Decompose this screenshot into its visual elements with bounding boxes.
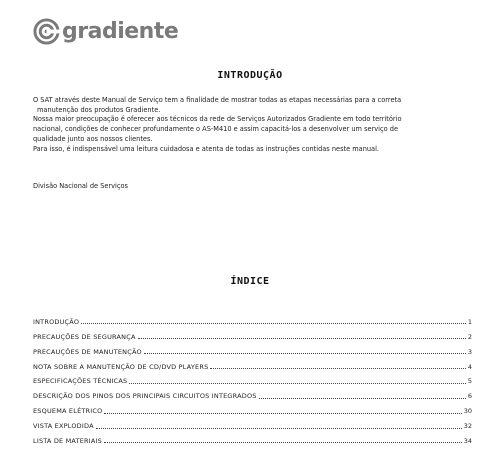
toc-entry-page: 1	[467, 317, 472, 326]
toc-entry-label: LISTA DE MATERIAIS	[33, 437, 102, 446]
toc-leader-dots	[210, 367, 465, 369]
intro-title: INTRODUÇÃO	[217, 70, 283, 81]
gradiente-logo	[33, 18, 178, 45]
toc-entry[interactable]	[33, 326, 472, 341]
intro-line: Para isso, é indispensável uma leitura cuidadosa e atenta de todas as instruções contidas neste manual.	[33, 144, 380, 153]
toc-entry-page: 32	[463, 422, 472, 431]
intro-line: nacional, condições de conhecer profundamente o AS-M410 e assim capacitá-los a desenvolver um serviço de	[33, 125, 399, 134]
toc-leader-dots	[144, 352, 466, 354]
toc-entry-label: PRECAUÇÕES DE MANUTENÇÃO	[33, 347, 142, 356]
toc-entry-page: 3	[467, 347, 472, 356]
toc-entry[interactable]	[33, 385, 472, 400]
intro-line: qualidade junto aos nossos clientes.	[33, 134, 153, 143]
intro-line: O SAT através deste Manual de Serviço tem a finalidade de mostrar todas as etapas necessárias para a correta	[33, 96, 402, 104]
toc-entry-page: 34	[463, 437, 472, 446]
toc-entry[interactable]	[33, 415, 472, 430]
intro-signature: Divisão Nacional de Serviços	[33, 182, 128, 190]
logo-wordmark: gradiente	[62, 19, 179, 44]
toc-entry[interactable]	[33, 341, 472, 356]
toc-entry-page: 5	[467, 377, 472, 386]
toc-leader-dots	[138, 337, 466, 339]
toc-leader-dots	[96, 427, 462, 429]
toc-entry-label: VISTA EXPLODIDA	[33, 422, 94, 431]
toc-entry[interactable]	[33, 356, 472, 371]
table-of-contents	[33, 311, 472, 445]
intro-line: manutenção dos produtos Gradiente.	[37, 105, 161, 114]
toc-leader-dots	[81, 322, 466, 324]
toc-entry[interactable]	[33, 400, 472, 415]
toc-leader-dots	[104, 412, 461, 414]
toc-entry-page: 6	[467, 392, 472, 401]
toc-entry-page: 2	[467, 332, 472, 341]
toc-entry[interactable]	[33, 430, 472, 445]
intro-line: Nossa maior preocupação é oferecer aos técnicos da rede de Serviços Autorizados Gradiente em todo território	[33, 115, 402, 124]
toc-entry[interactable]	[33, 371, 472, 386]
gradiente-logo-mark-icon	[33, 18, 60, 45]
toc-entry-label: PRECAUÇÕES DE SEGURANÇA	[33, 332, 136, 341]
toc-entry-label: ESQUEMA ELÉTRICO	[33, 407, 103, 416]
toc-entry-label: NOTA SOBRE A MANUTENÇÃO DE CD/DVD PLAYERS	[33, 362, 209, 371]
toc-entry-label: INTRODUÇÃO	[33, 317, 80, 326]
toc-entry-page: 30	[463, 407, 472, 416]
toc-leader-dots	[129, 382, 466, 384]
intro-body	[33, 96, 473, 154]
toc-entry-page: 4	[467, 362, 472, 371]
toc-entry[interactable]	[33, 311, 472, 326]
toc-leader-dots	[104, 441, 462, 443]
toc-entry-label: ESPECIFICAÇÕES TÉCNICAS	[33, 377, 128, 386]
toc-leader-dots	[259, 397, 466, 399]
index-title: ÍNDICE	[230, 276, 270, 287]
toc-entry-label: DESCRIÇÃO DOS PINOS DOS PRINCIPAIS CIRCUITOS INTEGRADOS	[33, 392, 257, 401]
